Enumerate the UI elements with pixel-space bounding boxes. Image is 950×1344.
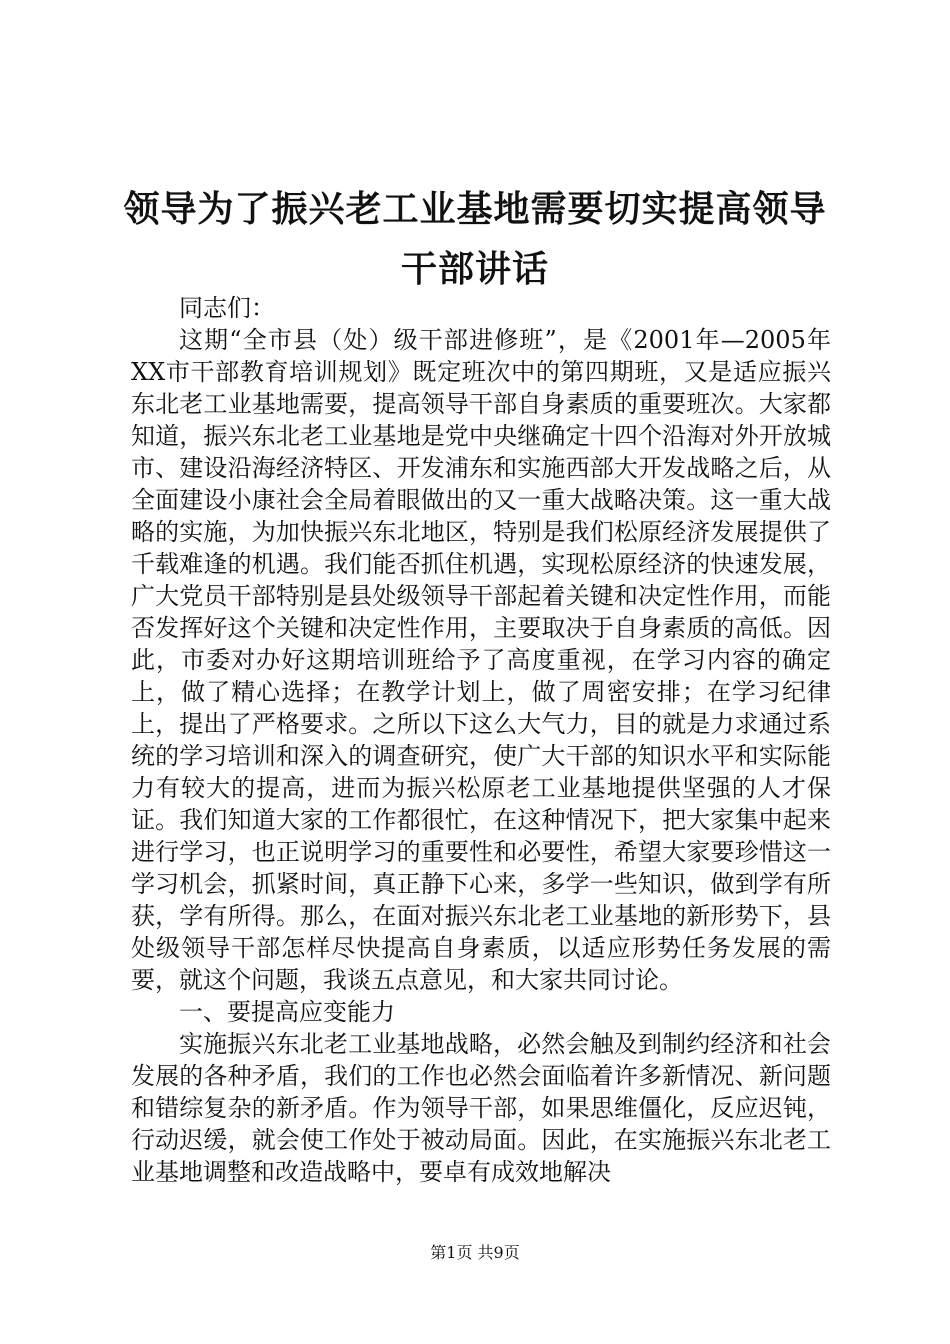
document-title: 领导为了振兴老工业基地需要切实提高领导干部讲话	[123, 188, 827, 291]
salutation-paragraph: 同志们：	[179, 294, 275, 322]
intro-paragraph: 这期“全市县（处）级干部进修班”，是《2001年—2005年XX市干部教育培训规划》既定班次中的第四期班，又是适应振兴东北老工业基地需要，提高领导干部自身素质的重要班次。大家都知道，振兴东北老工业基地是党中央继确定十四个沿海对外开放城市、建设沿海经济特区、开发浦东和实施西部大开发战略之后，从全面建设小康社会全局着眼做出的又一重大战略决策。这一重大战略的实施，为加快振兴东北地区，特别是我们松原经济发展提供了千载难逢的机遇。我们能否抓住机遇，实现松原经济的快速发展，广大党员干部特别是县处级领导干部起着关键和决定性作用，而能否发挥好这个关键和决定性作用，主要取决于自身素质的高低。因此，市委对办好这期培训班给予了高度重视，在学习内容的确定上，做了精心选择；在教学计划上，做了周密安排；在学习纪律上，提出了严格要求。之所以下这么大气力，目的就是力求通过系统的学习培训和深入的调查研究，使广大干部的知识水平和实际能力有较大的提高，进而为振兴松原老工业基地提供坚强的人才保证。我们知道大家的工作都很忙，在这种情况下，把大家集中起来进行学习，也正说明学习的重要性和必要性，希望大家要珍惜这一学习机会，抓紧时间，真正静下心来，多学一些知识，做到学有所获，学有所得。那么，在面对振兴东北老工业基地的新形势下，县处级领导干部怎样尽快提高自身素质，以适应形势任务发展的需要，就这个问题，我谈五点意见，和大家共同讨论。	[131, 326, 831, 994]
section-heading: 一、要提高应变能力	[179, 998, 395, 1026]
document-body	[131, 292, 831, 1188]
section-paragraph: 实施振兴东北老工业基地战略，必然会触及到制约经济和社会发展的各种矛盾，我们的工作也必然会面临着许多新情况、新问题和错综复杂的新矛盾。作为领导干部，如果思维僵化，反应迟钝，行动迟缓，就会使工作处于被动局面。因此，在实施振兴东北老工业基地调整和改造战略中，要卓有成效地解决	[131, 1030, 831, 1186]
page-footer: 第1页 共9页	[430, 1243, 520, 1262]
